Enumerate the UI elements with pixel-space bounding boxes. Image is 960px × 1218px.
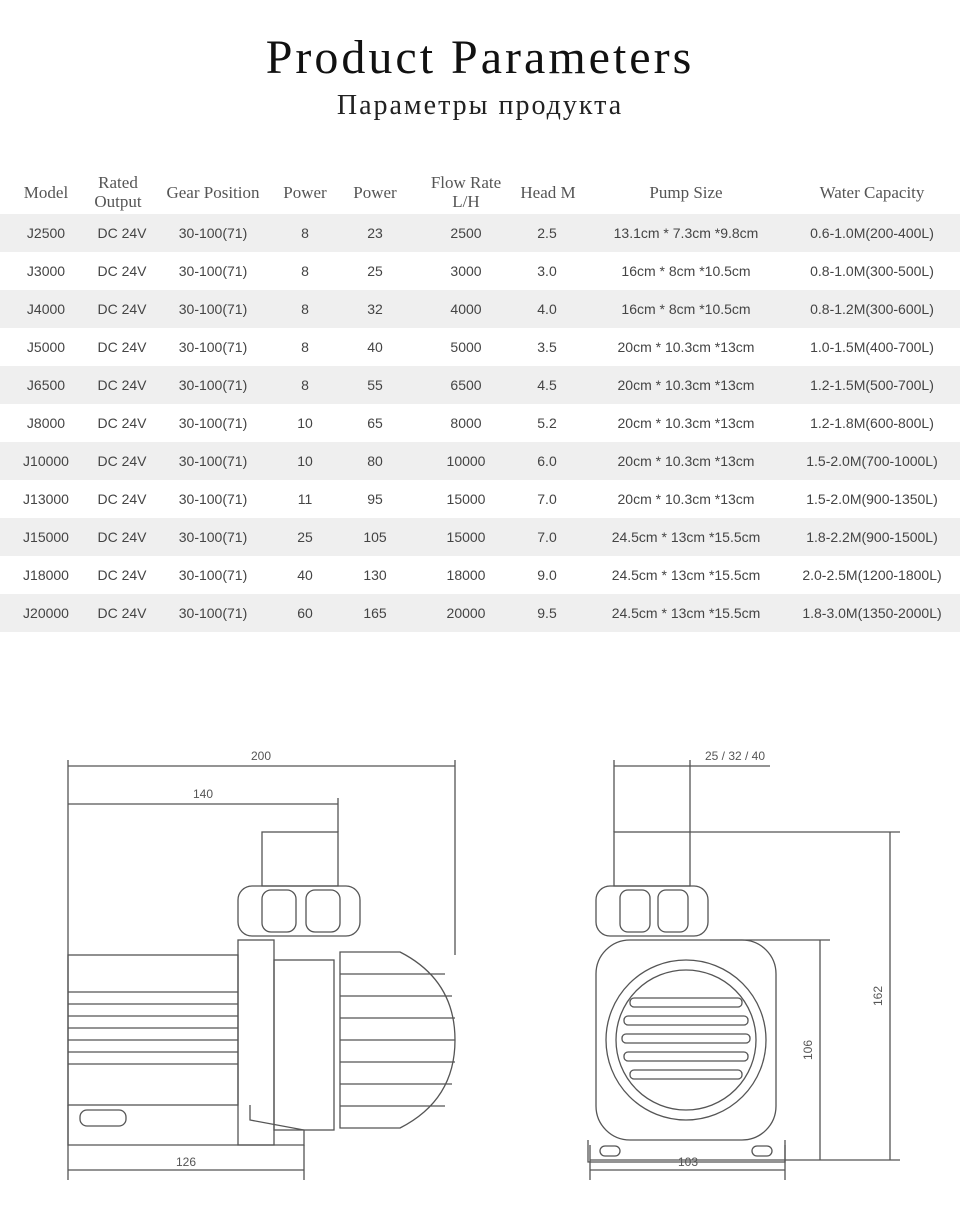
cell-pump-size: 24.5cm * 13cm *15.5cm bbox=[611, 605, 761, 621]
cell-power-1: 8 bbox=[301, 225, 309, 241]
header-power-1: Power bbox=[283, 182, 327, 202]
cell-rated-output: DC 24V bbox=[97, 567, 147, 583]
cell-power-2: 165 bbox=[363, 605, 387, 621]
cell-head: 7.0 bbox=[537, 529, 557, 545]
cell-model: J6500 bbox=[26, 377, 66, 393]
cell-water-capacity: 1.2-1.8M(600-800L) bbox=[810, 415, 934, 431]
cell-model: J3000 bbox=[26, 263, 66, 279]
cell-head: 9.0 bbox=[537, 567, 557, 583]
cell-flow-rate: 15000 bbox=[446, 491, 486, 507]
cell-head: 4.5 bbox=[537, 377, 557, 393]
cell-power-1: 8 bbox=[301, 263, 309, 279]
cell-flow-rate: 8000 bbox=[450, 415, 482, 431]
header-power-2: Power bbox=[353, 182, 397, 202]
cell-pump-size: 20cm * 10.3cm *13cm bbox=[617, 491, 755, 507]
dim-outlet-offset: 140 bbox=[192, 787, 214, 801]
cell-head: 2.5 bbox=[537, 225, 557, 241]
cell-power-1: 11 bbox=[297, 491, 313, 507]
cell-gear-position: 30-100(71) bbox=[178, 529, 248, 545]
cell-water-capacity: 1.0-1.5M(400-700L) bbox=[810, 339, 934, 355]
cell-power-1: 60 bbox=[297, 605, 313, 621]
cell-gear-position: 30-100(71) bbox=[178, 491, 248, 507]
cell-rated-output: DC 24V bbox=[97, 263, 147, 279]
cell-gear-position: 30-100(71) bbox=[178, 301, 248, 317]
parameters-table bbox=[0, 170, 960, 632]
cell-flow-rate: 10000 bbox=[446, 453, 486, 469]
cell-pump-size: 20cm * 10.3cm *13cm bbox=[617, 377, 755, 393]
cell-flow-rate: 15000 bbox=[446, 529, 486, 545]
cell-water-capacity: 1.2-1.5M(500-700L) bbox=[810, 377, 934, 393]
cell-water-capacity: 2.0-2.5M(1200-1800L) bbox=[802, 567, 942, 583]
table-row bbox=[0, 290, 960, 328]
table-row bbox=[0, 594, 960, 632]
page-title: Product Parameters bbox=[265, 31, 695, 84]
cell-model: J13000 bbox=[23, 491, 69, 507]
cell-flow-rate: 3000 bbox=[450, 263, 482, 279]
cell-power-1: 10 bbox=[297, 453, 313, 469]
cell-rated-output: DC 24V bbox=[97, 605, 147, 621]
cell-flow-rate: 18000 bbox=[446, 567, 486, 583]
cell-pump-size: 13.1cm * 7.3cm *9.8cm bbox=[613, 225, 759, 241]
table-row bbox=[0, 366, 960, 404]
cell-model: J20000 bbox=[23, 605, 69, 621]
table-row bbox=[0, 214, 960, 252]
cell-water-capacity: 1.5-2.0M(700-1000L) bbox=[806, 453, 938, 469]
table-row bbox=[0, 518, 960, 556]
cell-rated-output: DC 24V bbox=[97, 415, 147, 431]
cell-rated-output: DC 24V bbox=[97, 453, 147, 469]
cell-power-2: 130 bbox=[363, 567, 387, 583]
cell-model: J10000 bbox=[23, 453, 69, 469]
cell-water-capacity: 1.5-2.0M(900-1350L) bbox=[806, 491, 938, 507]
header-head: Head M bbox=[520, 182, 576, 202]
table-row bbox=[0, 480, 960, 518]
cell-model: J15000 bbox=[23, 529, 69, 545]
cell-pump-size: 16cm * 8cm *10.5cm bbox=[621, 301, 751, 317]
dim-base-length: 126 bbox=[175, 1155, 197, 1169]
cell-power-2: 105 bbox=[363, 529, 387, 545]
cell-gear-position: 30-100(71) bbox=[178, 339, 248, 355]
cell-pump-size: 20cm * 10.3cm *13cm bbox=[617, 415, 755, 431]
cell-flow-rate: 20000 bbox=[446, 605, 486, 621]
side-view bbox=[68, 760, 455, 1180]
cell-flow-rate: 5000 bbox=[450, 339, 482, 355]
cell-flow-rate: 4000 bbox=[450, 301, 482, 317]
cell-rated-output: DC 24V bbox=[97, 491, 147, 507]
cell-power-1: 40 bbox=[297, 567, 313, 583]
cell-power-2: 25 bbox=[367, 263, 383, 279]
cell-gear-position: 30-100(71) bbox=[178, 605, 248, 621]
cell-model: J18000 bbox=[23, 567, 69, 583]
cell-power-2: 80 bbox=[367, 453, 383, 469]
header-pump-size: Pump Size bbox=[649, 182, 723, 202]
cell-flow-rate: 6500 bbox=[450, 377, 482, 393]
cell-head: 9.5 bbox=[537, 605, 557, 621]
table-header bbox=[0, 170, 960, 214]
cell-model: J8000 bbox=[26, 415, 66, 431]
table-row bbox=[0, 442, 960, 480]
cell-power-1: 8 bbox=[301, 339, 309, 355]
table-row bbox=[0, 404, 960, 442]
cell-model: J5000 bbox=[26, 339, 66, 355]
cell-pump-size: 20cm * 10.3cm *13cm bbox=[617, 339, 755, 355]
cell-rated-output: DC 24V bbox=[97, 529, 147, 545]
cell-pump-size: 20cm * 10.3cm *13cm bbox=[617, 453, 755, 469]
header-rated-output: Rated Output bbox=[94, 173, 142, 211]
cell-pump-size: 24.5cm * 13cm *15.5cm bbox=[611, 529, 761, 545]
cell-power-2: 23 bbox=[367, 225, 383, 241]
table-row bbox=[0, 252, 960, 290]
pump-dimension-drawing bbox=[0, 740, 960, 1190]
cell-head: 6.0 bbox=[537, 453, 557, 469]
header-flow-rate: Flow Rate L/H bbox=[430, 173, 502, 211]
cell-water-capacity: 0.8-1.0M(300-500L) bbox=[810, 263, 934, 279]
table-row bbox=[0, 556, 960, 594]
cell-head: 3.5 bbox=[537, 339, 557, 355]
cell-power-2: 95 bbox=[367, 491, 383, 507]
cell-power-1: 8 bbox=[301, 377, 309, 393]
header-water-capacity: Water Capacity bbox=[819, 182, 925, 202]
cell-water-capacity: 1.8-2.2M(900-1500L) bbox=[806, 529, 938, 545]
header-model: Model bbox=[23, 182, 69, 202]
cell-pump-size: 24.5cm * 13cm *15.5cm bbox=[611, 567, 761, 583]
header-gear-position: Gear Position bbox=[166, 182, 260, 202]
cell-model: J4000 bbox=[26, 301, 66, 317]
dim-base-width: 103 bbox=[677, 1155, 699, 1169]
cell-water-capacity: 0.8-1.2M(300-600L) bbox=[810, 301, 934, 317]
cell-rated-output: DC 24V bbox=[97, 225, 147, 241]
cell-flow-rate: 2500 bbox=[450, 225, 482, 241]
cell-gear-position: 30-100(71) bbox=[178, 567, 248, 583]
cell-power-2: 55 bbox=[367, 377, 383, 393]
cell-gear-position: 30-100(71) bbox=[178, 225, 248, 241]
cell-water-capacity: 0.6-1.0M(200-400L) bbox=[810, 225, 934, 241]
cell-power-2: 32 bbox=[367, 301, 383, 317]
cell-power-2: 40 bbox=[367, 339, 383, 355]
cell-gear-position: 30-100(71) bbox=[178, 415, 248, 431]
cell-power-1: 10 bbox=[297, 415, 313, 431]
cell-model: J2500 bbox=[26, 225, 66, 241]
cell-pump-size: 16cm * 8cm *10.5cm bbox=[621, 263, 751, 279]
cell-head: 5.2 bbox=[537, 415, 557, 431]
cell-gear-position: 30-100(71) bbox=[178, 453, 248, 469]
cell-gear-position: 30-100(71) bbox=[178, 263, 248, 279]
front-view bbox=[588, 760, 900, 1180]
cell-water-capacity: 1.8-3.0M(1350-2000L) bbox=[802, 605, 942, 621]
page-subtitle: Параметры продукта bbox=[336, 90, 624, 121]
cell-power-1: 25 bbox=[297, 529, 313, 545]
cell-head: 7.0 bbox=[537, 491, 557, 507]
cell-rated-output: DC 24V bbox=[97, 339, 147, 355]
table-row bbox=[0, 328, 960, 366]
cell-power-1: 8 bbox=[301, 301, 309, 317]
cell-gear-position: 30-100(71) bbox=[178, 377, 248, 393]
cell-head: 3.0 bbox=[537, 263, 557, 279]
cell-power-2: 65 bbox=[367, 415, 383, 431]
cell-rated-output: DC 24V bbox=[97, 301, 147, 317]
dim-outlet-diameter: 25 / 32 / 40 bbox=[704, 749, 766, 763]
cell-head: 4.0 bbox=[537, 301, 557, 317]
cell-rated-output: DC 24V bbox=[97, 377, 147, 393]
dim-total-height: 162 bbox=[871, 985, 885, 1007]
dim-total-length: 200 bbox=[250, 749, 272, 763]
dim-inlet-height: 106 bbox=[801, 1039, 815, 1061]
